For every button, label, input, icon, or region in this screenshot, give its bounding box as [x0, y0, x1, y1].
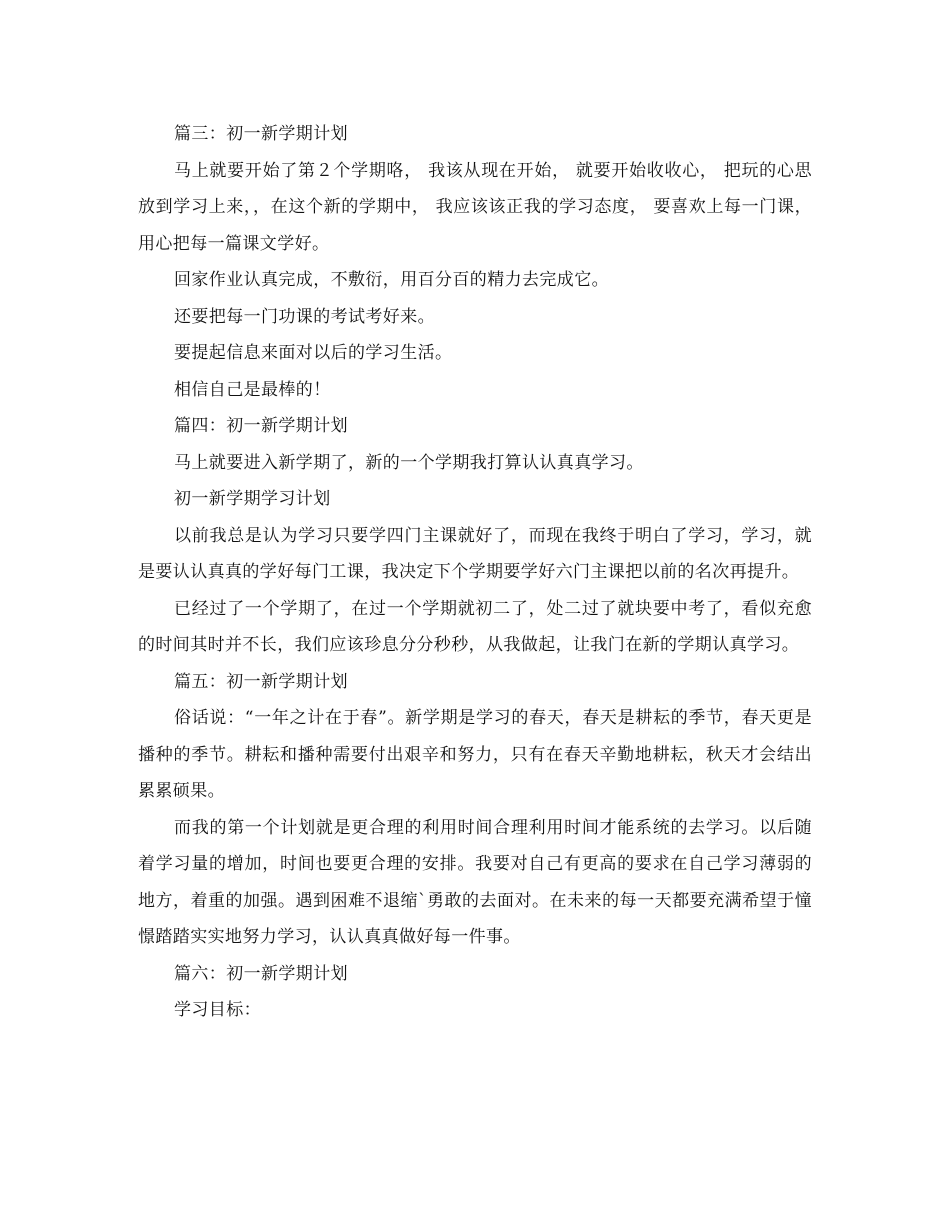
paragraph: 马上就要开始了第２个学期咯， 我该从现在开始， 就要开始收收心， 把玩的心思放到学习上来，，在这个新的学期中， 我应该该正我的学习态度， 要喜欢上每一门课，用心把每一篇课文学好。 — [138, 160, 812, 254]
section-heading-4: 篇四：初一新学期计划 — [174, 416, 348, 436]
section-heading-5: 篇五：初一新学期计划 — [174, 671, 348, 692]
document-body — [138, 116, 812, 1029]
paragraph: 相信自己是最棒的！ — [174, 379, 331, 400]
paragraph: 要提起信息来面对以后的学习生活。 — [174, 343, 453, 363]
section-heading-3: 篇三：初一新学期计划 — [174, 124, 348, 144]
paragraph: 俗话说：“一年之计在于春”。新学期是学习的春天，春天是耕耘的季节，春天更是播种的季节。耕耘和播种需要付出艰辛和努力，只有在春天辛勤地耕耘，秋天才会结出累累硕果。 — [138, 708, 812, 801]
paragraph: 已经过了一个学期了，在过一个学期就初二了，处二过了就块要中考了，看似充愈的时间其时并不长，我们应该珍息分分秒秒，从我做起，让我门在新的学期认真学习。 — [138, 598, 812, 655]
section-heading-6: 篇六：初一新学期计划 — [174, 963, 348, 984]
paragraph: 还要把每一门功课的考试考好来。 — [174, 306, 435, 327]
paragraph: 以前我总是认为学习只要学四门主课就好了，而现在我终于明白了学习，学习，就是要认认真真的学好每门工课，我决定下个学期要学好六门主课把以前的名次再提升。 — [138, 525, 812, 582]
paragraph: 回家作业认真完成，不敷衍，用百分百的精力去完成它。 — [174, 270, 609, 290]
paragraph: 而我的第一个计划就是更合理的利用时间合理利用时间才能系统的去学习。以后随着学习量的增加，时间也要更合理的安排。我要对自己有更高的要求在自己学习薄弱的地方，着重的加强。遇到困难不退缩`勇敢的去面对。在未来的每一天都要充满希望于憧憬踏踏实实地努力学习，认认真真做好每一件事。 — [138, 817, 812, 947]
subheading: 初一新学期学习计划 — [174, 489, 331, 509]
paragraph: 学习目标： — [174, 1000, 261, 1020]
paragraph: 马上就要进入新学期了，新的一个学期我打算认认真真学习。 — [174, 452, 644, 473]
